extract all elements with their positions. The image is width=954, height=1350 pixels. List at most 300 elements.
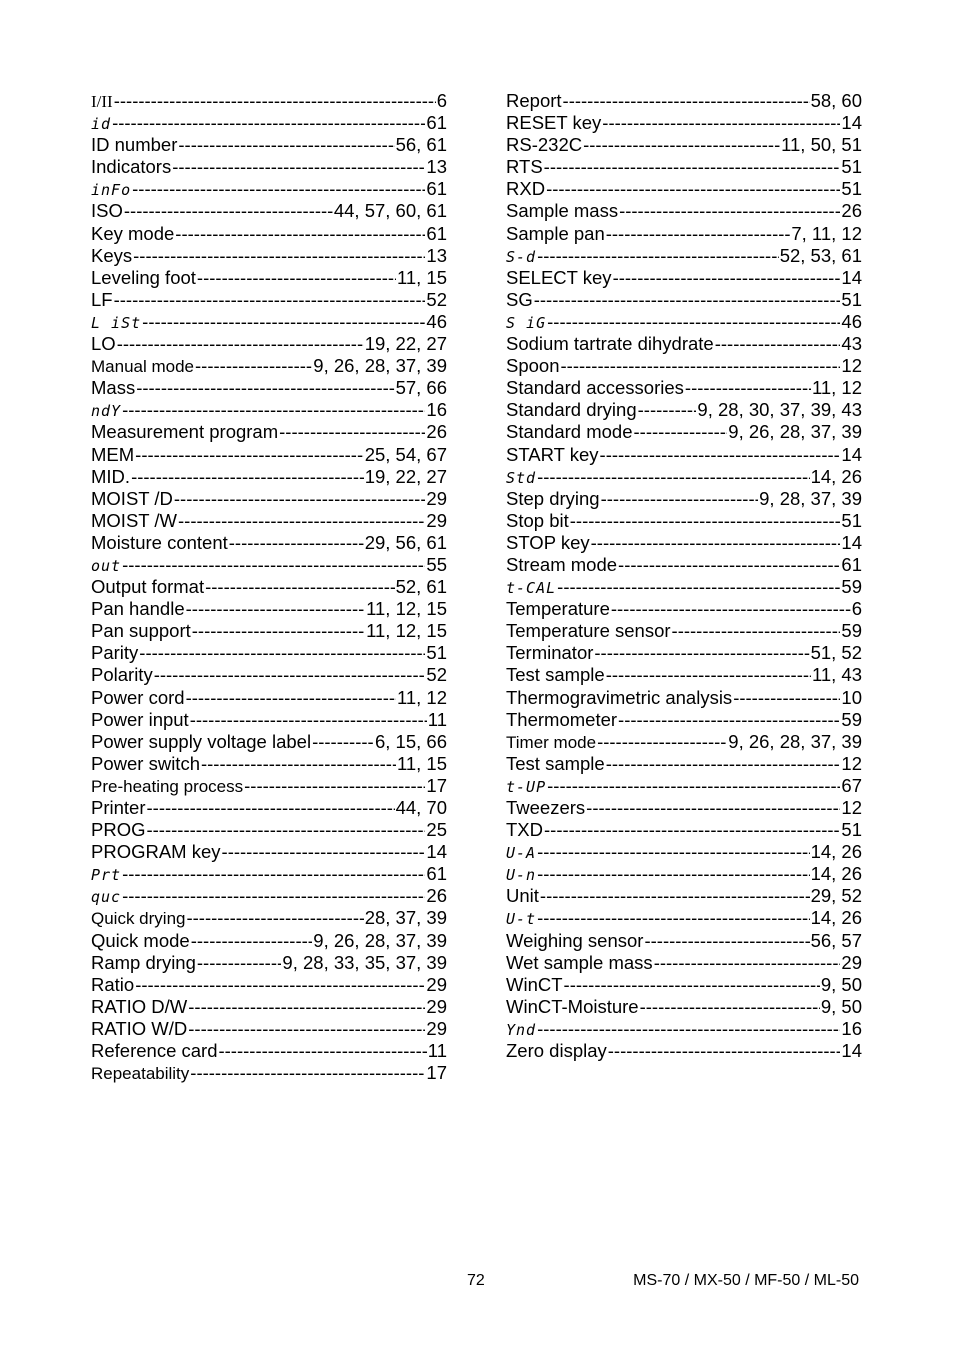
dot-leader <box>563 90 810 112</box>
dot-leader <box>122 863 425 885</box>
index-term: START key <box>506 443 599 465</box>
index-pages: 43 <box>841 333 862 355</box>
dot-leader <box>672 620 841 642</box>
dot-leader <box>654 952 841 974</box>
index-entry <box>506 576 862 598</box>
index-term: Measurement program <box>91 421 279 443</box>
dot-leader <box>112 112 425 134</box>
index-entry <box>506 819 862 841</box>
index-term: RXD <box>506 178 546 200</box>
index-entry <box>506 620 862 642</box>
index-pages: 29 <box>841 951 862 973</box>
index-pages: 51 <box>841 509 862 531</box>
index-term: id <box>91 115 112 134</box>
dot-leader <box>244 775 425 797</box>
dot-leader <box>154 664 426 686</box>
dot-leader <box>197 267 396 289</box>
index-entry <box>506 1018 862 1040</box>
index-pages: 14 <box>841 112 862 134</box>
index-entry <box>506 289 862 311</box>
index-entry <box>91 289 447 311</box>
index-entry <box>506 245 862 267</box>
index-pages: 25 <box>426 819 447 841</box>
index-term: Key mode <box>91 222 175 244</box>
index-term: S-d <box>506 247 537 266</box>
index-pages: 61 <box>426 178 447 200</box>
index-term: U-A <box>506 844 537 863</box>
index-entry <box>506 178 862 200</box>
index-term: Output format <box>91 576 205 598</box>
dot-leader <box>547 311 840 333</box>
index-pages: 51 <box>841 178 862 200</box>
index-pages: 6 <box>851 598 862 620</box>
dot-leader <box>279 421 425 443</box>
index-term: Sodium tartrate dihydrate <box>506 333 714 355</box>
index-term: ndY <box>91 402 122 421</box>
index-entry <box>506 952 862 974</box>
index-entry <box>506 598 862 620</box>
index-entry <box>91 90 447 112</box>
dot-leader <box>715 333 841 355</box>
index-entry <box>91 178 447 200</box>
dot-leader <box>114 90 436 112</box>
index-pages: 14 <box>426 841 447 863</box>
dot-leader <box>192 620 365 642</box>
index-pages: 51 <box>841 819 862 841</box>
index-pages: 29 <box>426 973 447 995</box>
dot-leader <box>190 709 427 731</box>
dot-leader <box>172 156 425 178</box>
index-term: Repeatability <box>91 1064 190 1084</box>
dot-leader <box>557 576 840 598</box>
index-entry <box>506 311 862 333</box>
index-entry <box>91 863 447 885</box>
dot-leader <box>175 223 425 245</box>
index-entry <box>506 90 862 112</box>
index-term: Power supply voltage label <box>91 730 312 752</box>
index-term: Power cord <box>91 686 185 708</box>
index-term: Weighing sensor <box>506 929 644 951</box>
index-entry <box>91 156 447 178</box>
index-entry <box>91 664 447 686</box>
index-entry <box>91 775 447 797</box>
index-term: PROGRAM key <box>91 841 221 863</box>
index-pages: 61 <box>426 112 447 134</box>
index-pages: 67 <box>841 774 862 796</box>
dot-leader <box>602 112 840 134</box>
dot-leader <box>608 1040 841 1062</box>
index-term: Printer <box>91 797 146 818</box>
index-entry <box>506 554 862 576</box>
index-term: PROG <box>91 819 146 841</box>
index-entry <box>506 930 862 952</box>
index-pages: 52, 61 <box>395 576 447 598</box>
dot-leader <box>594 642 809 664</box>
index-term: Thermogravimetric analysis <box>506 686 733 708</box>
dot-leader <box>606 664 811 686</box>
index-entry <box>506 863 862 885</box>
index-pages: 55 <box>426 553 447 575</box>
dot-leader <box>178 510 425 532</box>
index-entry <box>91 930 447 952</box>
index-term: Moisture content <box>91 531 228 553</box>
index-term: Standard accessories <box>506 377 684 399</box>
dot-leader <box>544 819 840 841</box>
dot-leader <box>564 974 820 996</box>
index-pages: 11, 12, 15 <box>366 598 447 620</box>
dot-leader <box>634 421 728 443</box>
index-pages: 59 <box>841 708 862 730</box>
index-pages: 61 <box>426 222 447 244</box>
dot-leader <box>534 289 841 311</box>
index-pages: 9, 26, 28, 37, 39 <box>728 421 862 443</box>
index-entry <box>506 1040 862 1062</box>
dot-leader <box>122 554 425 576</box>
index-entry <box>91 797 447 819</box>
index-pages: 12 <box>841 752 862 774</box>
index-pages: 9, 26, 28, 37, 39 <box>313 355 447 377</box>
index-pages: 29 <box>426 509 447 531</box>
index-entry <box>506 267 862 289</box>
index-pages: 14, 26 <box>810 863 862 885</box>
index-pages: 9, 28, 37, 39 <box>759 487 862 509</box>
page-number: 72 <box>467 1272 485 1289</box>
dot-leader <box>540 885 810 907</box>
dot-leader <box>611 598 851 620</box>
index-term: Zero display <box>506 1040 607 1062</box>
index-entry <box>506 907 862 929</box>
dot-leader <box>546 178 840 200</box>
index-entry <box>506 466 862 488</box>
index-term: t-CAL <box>506 579 557 598</box>
index-term: Thermometer <box>506 708 618 730</box>
index-pages: 19, 22, 27 <box>364 333 447 355</box>
index-term: LF <box>91 288 113 310</box>
index-pages: 9, 26, 28, 37, 39 <box>313 929 447 951</box>
index-pages: 46 <box>841 310 862 332</box>
index-term: Pre-heating process <box>91 776 244 796</box>
index-entry <box>91 1018 447 1040</box>
index-entry <box>91 996 447 1018</box>
index-term: RATIO W/D <box>91 1017 188 1039</box>
index-entry <box>91 620 447 642</box>
index-entry <box>91 200 447 222</box>
index-term: Quick mode <box>91 929 190 951</box>
dot-leader <box>640 996 820 1018</box>
index-term: L iSt <box>91 313 142 332</box>
index-term: Sample mass <box>506 200 619 222</box>
index-pages: 9, 50 <box>820 973 862 995</box>
dot-leader <box>619 200 840 222</box>
index-term: Keys <box>91 244 133 266</box>
dot-leader <box>147 797 395 819</box>
index-entry <box>91 510 447 532</box>
index-pages: 52 <box>426 288 447 310</box>
index-term: MID. <box>91 465 131 487</box>
index-pages: 19, 22, 27 <box>364 465 447 487</box>
index-pages: 51 <box>841 156 862 178</box>
index-pages: 13 <box>426 156 447 178</box>
index-pages: 17 <box>426 1062 447 1084</box>
index-term: U-t <box>506 910 537 929</box>
index-pages: 52, 53, 61 <box>779 244 862 266</box>
dot-leader <box>229 532 364 554</box>
index-term: RTS <box>506 156 543 178</box>
index-term: ID number <box>91 134 178 156</box>
index-entry <box>91 333 447 355</box>
index-pages: 9, 28, 30, 37, 39, 43 <box>697 399 862 421</box>
index-pages: 13 <box>426 244 447 266</box>
index-term: Standard drying <box>506 399 637 421</box>
index-entry <box>91 444 447 466</box>
dot-leader <box>586 797 840 819</box>
index-entry <box>91 134 447 156</box>
dot-leader <box>537 466 809 488</box>
index-entry <box>506 355 862 377</box>
dot-leader <box>601 488 759 510</box>
dot-leader <box>186 907 363 929</box>
index-entry <box>91 112 447 134</box>
index-pages: 26 <box>426 885 447 907</box>
index-entry <box>506 488 862 510</box>
index-term: U-n <box>506 866 537 885</box>
index-entry <box>506 399 862 421</box>
index-entry <box>506 841 862 863</box>
index-term: Pan support <box>91 620 191 642</box>
index-entry <box>506 532 862 554</box>
index-pages: 14 <box>841 1040 862 1062</box>
index-term: Power input <box>91 708 189 730</box>
index-entry <box>506 885 862 907</box>
dot-leader <box>613 267 841 289</box>
index-term: Stop bit <box>506 509 569 531</box>
index-pages: 11, 12, 15 <box>366 620 447 642</box>
index-pages: 14, 26 <box>810 465 862 487</box>
index-pages: 44, 70 <box>395 797 447 818</box>
index-entry <box>91 245 447 267</box>
index-term: SELECT key <box>506 266 612 288</box>
index-term: Quick drying <box>91 909 186 929</box>
dot-leader <box>135 974 425 996</box>
dot-leader <box>117 333 364 355</box>
dot-leader <box>591 532 841 554</box>
index-term: Temperature <box>506 598 610 620</box>
index-column-right <box>506 90 862 1062</box>
index-pages: 29 <box>426 487 447 509</box>
index-term: LO <box>91 333 116 355</box>
index-term: Standard mode <box>506 421 633 443</box>
index-pages: 11, 43 <box>811 664 862 686</box>
index-pages: 9, 50 <box>820 995 862 1017</box>
index-term: Unit <box>506 885 539 907</box>
index-pages: 58, 60 <box>810 90 862 111</box>
dot-leader <box>205 576 394 598</box>
index-entry <box>506 775 862 797</box>
index-entry <box>506 664 862 686</box>
index-entry <box>506 421 862 443</box>
index-term: Temperature sensor <box>506 620 671 642</box>
index-term: Sample pan <box>506 222 605 244</box>
index-entry <box>506 200 862 222</box>
index-pages: 26 <box>426 421 447 443</box>
index-pages: 14, 26 <box>810 841 862 863</box>
dot-leader <box>197 952 282 974</box>
index-term: STOP key <box>506 531 590 553</box>
index-pages: 11, 12 <box>811 377 862 399</box>
index-pages: 51 <box>841 288 862 310</box>
index-term: t-UP <box>506 777 547 796</box>
index-pages: 11 <box>427 1040 447 1062</box>
index-term: Power switch <box>91 752 200 774</box>
index-entry <box>91 819 447 841</box>
dot-leader <box>685 377 811 399</box>
index-entry <box>91 841 447 863</box>
dot-leader <box>178 134 394 156</box>
dot-leader <box>201 753 396 775</box>
dot-leader <box>570 510 841 532</box>
index-entry <box>91 907 447 929</box>
index-pages: 11, 15 <box>396 266 447 288</box>
dot-leader <box>186 687 396 709</box>
index-entry <box>91 377 447 399</box>
index-term: RS-232C <box>506 134 583 156</box>
index-pages: 52 <box>426 664 447 686</box>
index-entry <box>506 156 862 178</box>
index-pages: 14 <box>841 443 862 465</box>
index-entry <box>506 642 862 664</box>
dot-leader <box>544 156 841 178</box>
dot-leader <box>618 709 840 731</box>
index-pages: 61 <box>841 553 862 575</box>
index-pages: 6, 15, 66 <box>374 730 447 752</box>
index-entry <box>91 952 447 974</box>
dot-leader <box>733 687 840 709</box>
dot-leader <box>146 819 425 841</box>
dot-leader <box>136 377 394 399</box>
index-term: Manual mode <box>91 357 195 377</box>
index-term: S iG <box>506 313 547 332</box>
index-term: ISO <box>91 200 123 222</box>
index-entry <box>91 311 447 333</box>
model-list: MS-70 / MX-50 / MF-50 / ML-50 <box>633 1272 859 1289</box>
index-entry <box>91 709 447 731</box>
index-pages: 61 <box>426 863 447 885</box>
index-entry <box>506 134 862 156</box>
dot-leader <box>190 1062 425 1084</box>
dot-leader <box>537 1018 840 1040</box>
index-entry <box>91 642 447 664</box>
dot-leader <box>139 642 425 664</box>
index-entry <box>91 731 447 753</box>
index-term: Test sample <box>506 752 605 774</box>
index-term: Reference card <box>91 1040 218 1062</box>
index-pages: 9, 26, 28, 37, 39 <box>728 730 862 752</box>
index-pages: 29, 56, 61 <box>364 531 447 553</box>
index-term: Stream mode <box>506 553 618 575</box>
index-pages: 10 <box>841 686 862 708</box>
dot-leader <box>222 841 426 863</box>
dot-leader <box>537 245 779 267</box>
index-entry <box>506 377 862 399</box>
dot-leader <box>131 466 364 488</box>
dot-leader <box>600 444 841 466</box>
index-term: Std <box>506 468 537 487</box>
index-pages: 14 <box>841 531 862 553</box>
index-term: Polarity <box>91 664 153 686</box>
dot-leader <box>537 841 809 863</box>
index-term: out <box>91 556 122 575</box>
index-term: Test sample <box>506 664 605 686</box>
index-term: SG <box>506 288 533 310</box>
index-term: MOIST /D <box>91 487 173 509</box>
index-pages: 12 <box>841 797 862 818</box>
index-pages: 6 <box>436 90 447 111</box>
index-pages: 12 <box>841 355 862 377</box>
dot-leader <box>644 930 809 952</box>
index-entry <box>506 687 862 709</box>
index-entry <box>91 466 447 488</box>
dot-leader <box>132 178 425 200</box>
dot-leader <box>191 930 313 952</box>
index-term: Spoon <box>506 355 560 377</box>
index-pages: 59 <box>841 620 862 642</box>
index-entry <box>506 333 862 355</box>
index-term: Prt <box>91 866 122 885</box>
index-term: MEM <box>91 443 135 465</box>
index-pages: 16 <box>841 1017 862 1039</box>
index-entry <box>91 1040 447 1062</box>
dot-leader <box>133 245 425 267</box>
dot-leader <box>597 731 727 753</box>
index-pages: 59 <box>841 576 862 598</box>
index-term: Indicators <box>91 156 172 178</box>
dot-leader <box>618 554 840 576</box>
index-term: Mass <box>91 377 136 399</box>
index-pages: 56, 61 <box>395 134 447 156</box>
index-pages: 51, 52 <box>810 642 862 664</box>
index-pages: 14 <box>841 266 862 288</box>
index-entry <box>91 223 447 245</box>
index-pages: 51 <box>426 642 447 664</box>
index-entry <box>91 974 447 996</box>
dot-leader <box>142 311 425 333</box>
index-term: MOIST /W <box>91 509 177 531</box>
index-term: Tweezers <box>506 797 586 818</box>
index-term: Pan handle <box>91 598 185 620</box>
dot-leader <box>547 775 840 797</box>
index-entry <box>506 223 862 245</box>
index-term: RESET key <box>506 112 602 134</box>
index-term: quc <box>91 888 122 907</box>
index-pages: 14, 26 <box>810 907 862 929</box>
index-term: Leveling foot <box>91 266 196 288</box>
index-term: Parity <box>91 642 139 664</box>
index-entry <box>506 112 862 134</box>
index-entry <box>91 267 447 289</box>
dot-leader <box>124 200 333 222</box>
index-term: Report <box>506 90 562 111</box>
index-entry <box>506 510 862 532</box>
dot-leader <box>188 1018 425 1040</box>
index-term: Ratio <box>91 973 135 995</box>
index-term: Timer mode <box>506 732 597 752</box>
dot-leader <box>606 753 841 775</box>
index-entry <box>91 753 447 775</box>
index-pages: 11 <box>427 708 447 730</box>
dot-leader <box>638 399 697 421</box>
index-pages: 46 <box>426 310 447 332</box>
index-entry <box>91 885 447 907</box>
